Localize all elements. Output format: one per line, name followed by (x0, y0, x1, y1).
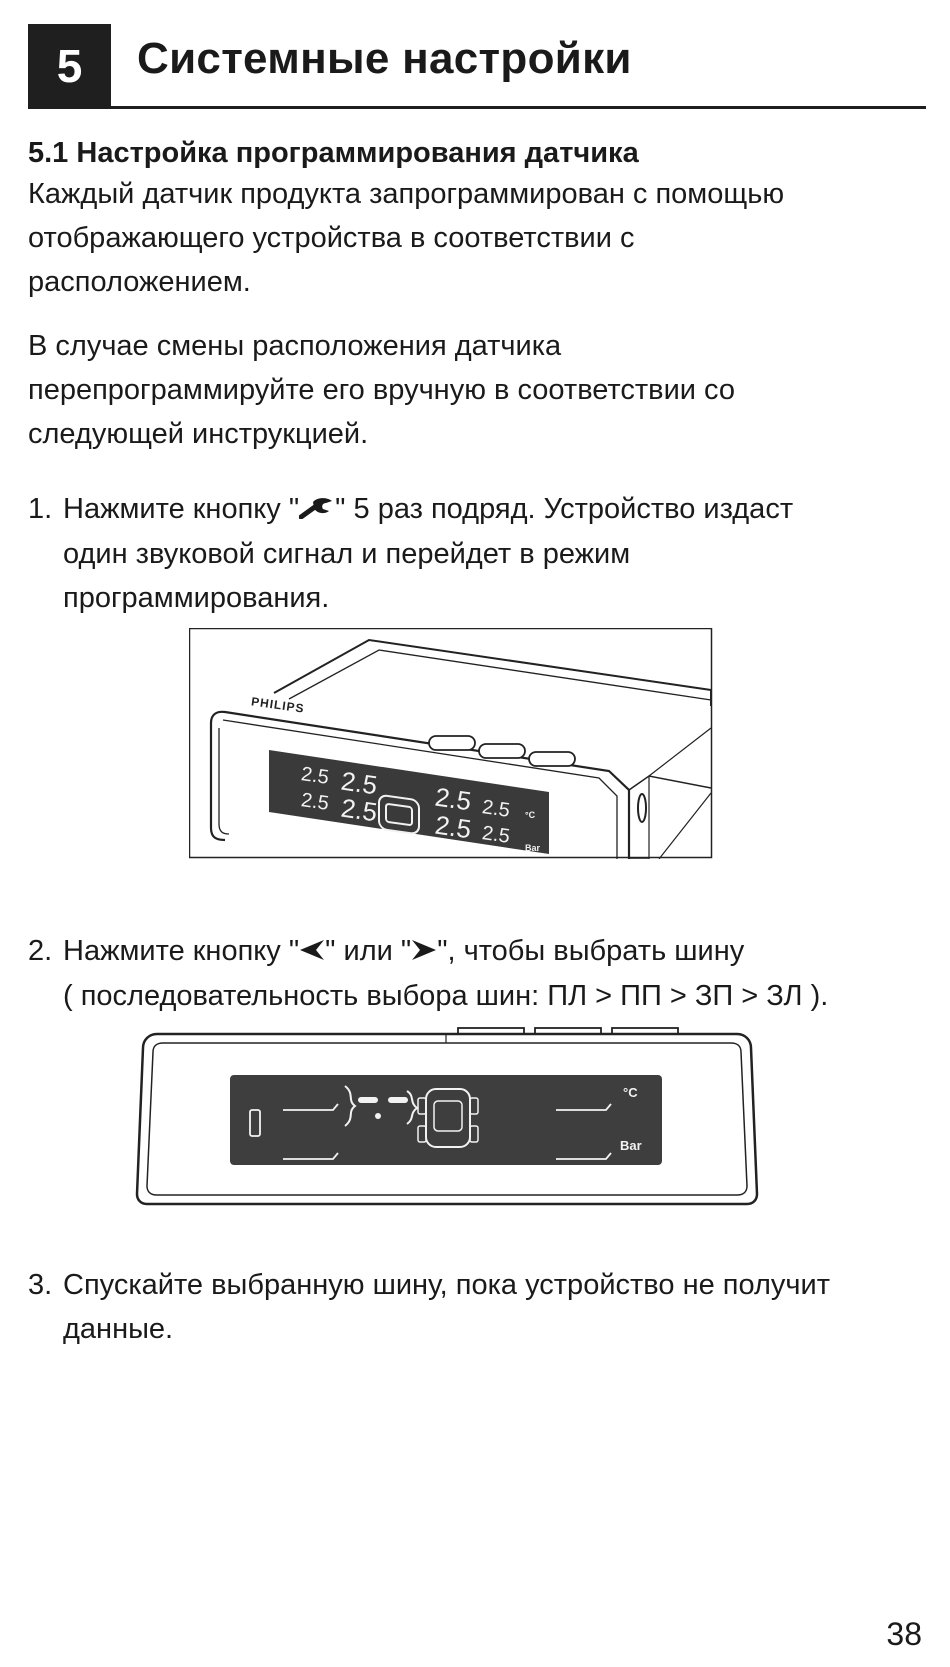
step-number: 3. (28, 1269, 53, 1301)
step-line: данные. (63, 1313, 174, 1345)
chapter-title: Системные настройки (137, 34, 632, 83)
reading-value: 2.5 (433, 781, 474, 817)
brand-logo: PHILIPS (250, 694, 306, 716)
step-line: Нажмите кнопку " " или " ", чтобы выбрать шину (63, 929, 828, 974)
reading-value: 2.5 (339, 765, 380, 801)
reading-value: 2.5 (480, 796, 512, 822)
text-line: перепрограммируйте его вручную в соответствии со (28, 374, 735, 406)
pressure-unit: Bar (620, 1138, 642, 1153)
device-front-figure (133, 1026, 761, 1213)
step-number: 2. (28, 935, 53, 967)
step-line: ( последовательность выбора шин: ПЛ > ПП > ЗП > ЗЛ ). (63, 980, 829, 1013)
device-perspective-figure (189, 628, 713, 864)
text-line: следующей инструкцией. (28, 418, 369, 450)
step-line: один звуковой сигнал и перейдет в режим (63, 538, 631, 571)
step-line: Спускайте выбранную шину, пока устройство не получит (63, 1269, 830, 1301)
reading-value: 2.5 (480, 822, 512, 848)
paragraph-1 (28, 172, 784, 304)
section-heading: 5.1 Настройка программирования датчика (28, 137, 639, 169)
reading-value: 2.5 (339, 792, 380, 828)
chapter-number: 5 (28, 24, 111, 107)
step-line: программирования. (63, 582, 330, 615)
text-line: Каждый датчик продукта запрограммирован с помощью (28, 178, 785, 210)
reading-value: 2.5 (433, 809, 474, 845)
step-line: Нажмите кнопку " " 5 раз подряд. Устройство издаст (63, 487, 793, 532)
text-line: расположением. (28, 266, 251, 298)
paragraph-2 (28, 324, 735, 456)
pressure-unit: Bar (525, 843, 541, 853)
wrench-icon (299, 488, 335, 532)
temperature-unit: °C (623, 1085, 638, 1100)
reading-value: 2.5 (299, 763, 331, 789)
page-number: 38 (886, 1616, 922, 1652)
text-line: В случае смены расположения датчика (28, 330, 562, 362)
reading-value: 2.5 (299, 789, 331, 815)
temperature-unit: °C (525, 810, 536, 820)
arrow-left-icon (299, 930, 325, 974)
arrow-right-icon (411, 930, 437, 974)
text-line: отображающего устройства в соответствии с (28, 222, 635, 254)
step-number: 1. (28, 493, 53, 525)
header-rule (28, 106, 926, 109)
